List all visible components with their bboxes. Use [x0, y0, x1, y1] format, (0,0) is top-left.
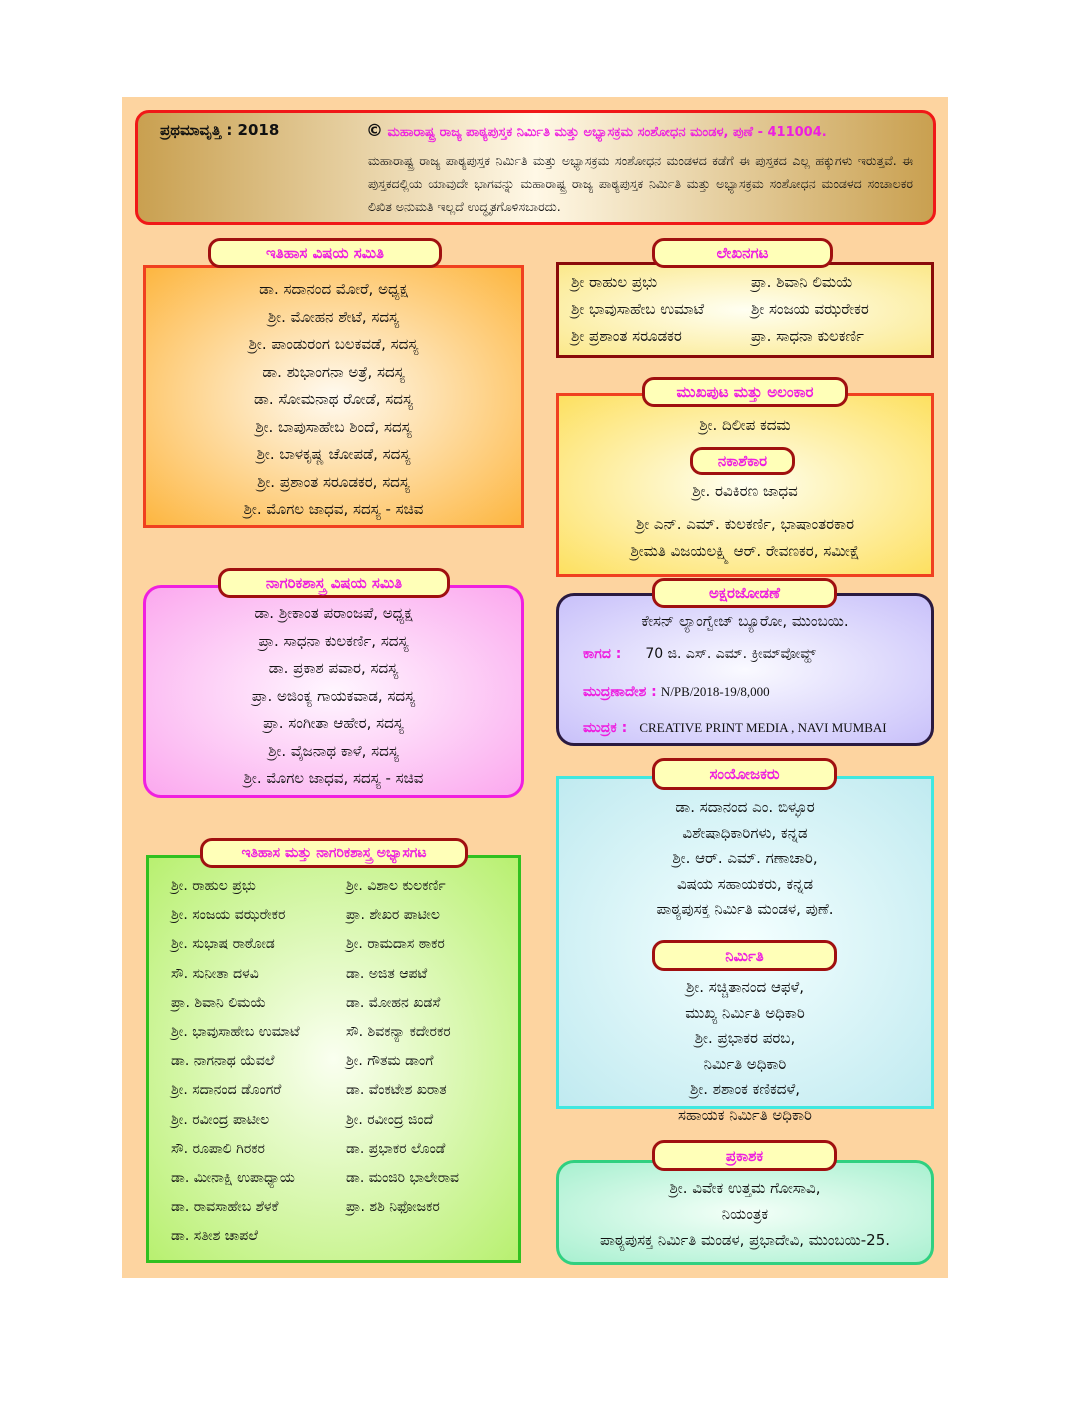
study-group-member: ಡಾ. ವೆಂಕಟೇಶ ಖರಾತ	[346, 1082, 447, 1099]
paper-label: ಕಾಗದ :	[583, 646, 622, 662]
coordinator-line: ಪಾಠ್ಯಪುಸಕ್ತ ನಿರ್ಮಿತಿ ಮಂಡಳ, ಪುಣೆ.	[656, 900, 834, 918]
typesetting-title: ಅಕ್ಷರಜೋಡಣೆ	[652, 578, 837, 608]
committee-member: ಪ್ರಾ. ಸಂಗೀತಾ ಆಹೇರ, ಸದಸ್ಯ	[263, 714, 404, 732]
study-group-member: ಡಾ. ಮಂಜಿರಿ ಭಾಲೇರಾವ	[346, 1169, 460, 1186]
paper-value: 70 ಜಿ. ಎಸ್. ಎಮ್. ಕ್ರೀಮ್‌ವೋವ್ಹ್	[645, 646, 816, 662]
committee-member: ಪ್ರಾ. ಸಾಧನಾ ಕುಲಕರ್ಣಿ, ಸದಸ್ಯ	[258, 631, 409, 650]
writer: ಪ್ರಾ. ಶಿವಾನಿ ಲಿಮಯೆ	[751, 273, 853, 291]
printer-label: ಮುದ್ರಕ :	[583, 720, 628, 736]
study-group-member: ಶ್ರೀ. ರಾಮದಾಸ ಠಾಕರ	[346, 936, 445, 953]
study-group-list	[171, 878, 521, 1257]
study-group-member: ಶ್ರೀ. ಗೌತಮ ಡಾಂಗೆ	[346, 1053, 434, 1070]
study-group-member: ಪ್ರಾ. ಶಿವಾನಿ ಲಿಮಯೆ	[171, 994, 267, 1011]
print-order-label: ಮುದ್ರಣಾದೇಶ :	[583, 684, 657, 700]
study-group-member: ಡಾ. ರಾವಸಾಹೇಬ ಶೆಳಕೆ	[171, 1199, 279, 1216]
study-group-member: ಶ್ರೀ. ರಾಹುಲ ಪ್ರಭು	[171, 878, 256, 894]
production-line: ಸಹಾಯಕ ನಿರ್ಮಿತಿ ಅಧಿಕಾರಿ	[678, 1105, 812, 1124]
cover-title: ಮುಖಪುಟ ಮತ್ತು ಅಲಂಕಾರ	[642, 377, 848, 407]
committee-member: ಡಾ. ಸದಾನಂದ ಮೋರೆ, ಅಧ್ಯಕ್ಷ	[259, 280, 408, 298]
typesetter-name: ಕೇಸನ್ ಲ್ಯಾಂಗ್ವೇಜ್ ಬ್ಯೂರೋ, ಮುಂಬಯಿ.	[641, 612, 849, 630]
committee-member: ಶ್ರೀ. ಬಾಳಕೃಷ್ಣ ಚೋಪಡೆ, ಸದಸ್ಯ	[256, 445, 411, 463]
study-group-member: ಪ್ರಾ. ಶೇಖರ ಪಾಟೀಲ	[346, 907, 440, 924]
civics-committee-box	[143, 585, 524, 798]
study-group-member: ಶ್ರೀ. ರವೀಂದ್ರ ಜಿಂದೆ	[346, 1111, 434, 1128]
civics-committee-title: ನಾಗರಿಕಶಾಸ್ತ್ರ ವಿಷಯ ಸಮಿತಿ	[218, 568, 450, 598]
publisher-title: ಪ್ರಕಾಶಕ	[652, 1140, 837, 1171]
production-title: ನಿರ್ಮಿತಿ	[652, 940, 837, 971]
writers-list	[571, 273, 931, 354]
study-group-member: ಡಾ. ಮೀನಾಕ್ಷಿ ಉಪಾಧ್ಯಾಯ	[171, 1169, 295, 1186]
study-group-member: ಡಾ. ಸತೀಶ ಚಾಪಲೆ	[171, 1228, 258, 1245]
study-group-box	[146, 855, 521, 1263]
copyright-notice: ಮಹಾರಾಷ್ಟ್ರ ರಾಜ್ಯ ಪಾಠ್ಯಪುಸ್ತಕ ನಿರ್ಮಿತಿ ಮತ್ತು ಅಭ್ಯಾಸಕ್ರಮ ಸಂಶೋಧನ ಮಂಡಳದ ಕಡೆಗೆ ಈ ಪುಸ್ತಕದ ಎಲ್ಲ ಹಕ್ಕುಗಳು ಇರುತ್ತವೆ. ಈ ಪುಸ್ತಕದಲ್ಲಿಯ ಯಾವುದೇ ಭಾಗವನ್ನು ಮಹಾರಾಷ್ಟ್ರ ರಾಜ್ಯ ಪಾಠ್ಯಪುಸ್ತಕ ನಿರ್ಮಿತಿ ಮತ್ತು ಅಭ್ಯಾಸಕ್ರಮ ಸಂಶೋಧನ ಮಂಡಳದ ಸಂಚಾಲಕರ ಲಿಖಿತ ಅನುಮತಿ ಇಲ್ಲದೆ ಉದ್ಧೃತಗೊಳಿಸಬಾರದು.	[368, 153, 913, 214]
study-group-member: ಪ್ರಾ. ಶಶಿ ನಿಫೋಜಕರ	[346, 1199, 440, 1216]
typesetting-box	[556, 593, 934, 746]
study-group-member: ಸೌ. ರೂಪಾಲಿ ಗಿರಕರ	[171, 1140, 265, 1157]
committee-member: ಶ್ರೀ. ಪ್ರಶಾಂತ ಸರೂಡಕರ, ಸದಸ್ಯ	[257, 472, 410, 491]
committee-member: ಶ್ರೀ. ಮೊಗಲ ಜಾಧವ, ಸದಸ್ಯ - ಸಚಿವ	[243, 769, 424, 787]
civics-committee-list	[146, 600, 521, 793]
publisher-list	[559, 1175, 931, 1253]
study-group-member: ಶ್ರೀ. ಭಾವುಸಾಹೇಬ ಉಮಾಟೆ	[171, 1023, 300, 1040]
map-artist: ಶ್ರೀ. ರವಿಕಿರಣ ಜಾಧವ	[692, 482, 798, 500]
study-group-member: ಸೌ. ಸುನೀತಾ ದಳವಿ	[171, 965, 259, 982]
study-group-member: ಶ್ರೀ. ವಿಶಾಲ ಕುಲಕರ್ಣಿ	[346, 878, 446, 894]
production-line: ಶ್ರೀ. ಪ್ರಭಾಕರ ಪರಬ,	[694, 1029, 796, 1047]
production-line: ನಿರ್ಮಿತಿ ಅಧಿಕಾರಿ	[703, 1054, 787, 1073]
study-group-member: ಡಾ. ಅಜಿತ ಆಪಟೆ	[346, 965, 428, 982]
edition: ಪ್ರಥಮಾವೃತ್ತಿ : 2018	[160, 121, 280, 139]
study-group-member: ಡಾ. ಪ್ರಭಾಕರ ಲೊಂಡೆ	[346, 1140, 446, 1157]
committee-member: ಡಾ. ಸೋಮನಾಥ ರೋಡೆ, ಸದಸ್ಯ	[253, 390, 413, 408]
cover-artist: ಶ್ರೀ. ದಿಲೀಪ ಕದಮ	[699, 416, 791, 434]
copyright-symbol: ©	[366, 121, 383, 141]
coordinator-line: ವಿಶೇಷಾಧಿಕಾರಿಗಳು, ಕನ್ನಡ	[682, 823, 808, 842]
writer: ಪ್ರಾ. ಸಾಧನಾ ಕುಲಕರ್ಣಿ	[751, 327, 864, 345]
publisher-line: ಶ್ರೀ. ವಿವೇಕ ಉತ್ತಮ ಗೋಸಾವಿ,	[669, 1179, 821, 1197]
writer: ಶ್ರೀ ಪ್ರಶಾಂತ ಸರೂಡಕರ	[571, 327, 682, 345]
history-committee-list	[146, 276, 521, 524]
production-line: ಶ್ರೀ. ಸಚ್ಚಿತಾನಂದ ಆಫಳೆ,	[686, 978, 804, 996]
publisher-line: ಪಾಠ್ಯಪುಸಕ್ತ ನಿರ್ಮಿತಿ ಮಂಡಳ, ಪ್ರಭಾದೇವಿ, ಮುಂಬಯಿ-25.	[599, 1231, 891, 1249]
committee-member: ಡಾ. ಶ್ರೀಕಾಂತ ಪರಾಂಜಪೆ, ಅಧ್ಯಕ್ಷ	[254, 604, 413, 622]
coordinators-title: ಸಂಯೋಜಕರು	[652, 758, 837, 790]
study-group-member: ಶ್ರೀ. ಸುಭಾಷ ರಾಠೋಡ	[171, 936, 275, 953]
committee-member: ಶ್ರೀ. ಪಾಂಡುರಂಗ ಬಲಕವಡೆ, ಸದಸ್ಯ	[248, 335, 419, 353]
print-order-value: N/PB/2018-19/8,000	[660, 684, 770, 699]
study-group-title: ಇತಿಹಾಸ ಮತ್ತು ನಾಗರಿಕಶಾಸ್ತ್ರ ಅಭ್ಯಾಸಗಟ	[200, 838, 468, 868]
publisher-box	[556, 1160, 934, 1265]
production-line: ಮುಖ್ಯ ನಿರ್ಮಿತಿ ಅಧಿಕಾರಿ	[685, 1003, 805, 1022]
committee-member: ಡಾ. ಶುಭಾಂಗನಾ ಅತ್ರೆ, ಸದಸ್ಯ	[262, 362, 405, 381]
writer: ಶ್ರೀ ಭಾವುಸಾಹೇಬ ಉಮಾಟೆ	[571, 300, 705, 318]
committee-member: ಶ್ರೀ. ಮೊಗಲ ಜಾಧವ, ಸದಸ್ಯ - ಸಚಿವ	[243, 500, 424, 518]
coordinators-list	[559, 795, 931, 923]
production-list	[559, 975, 931, 1128]
production-line: ಶ್ರೀ. ಶಶಾಂಕ ಕಣಿಕದಳೆ,	[690, 1080, 800, 1098]
map-title: ನಕಾಶೆಕಾರ	[690, 447, 795, 475]
history-committee-box	[143, 265, 524, 528]
printer-value: CREATIVE PRINT MEDIA , NAVI MUMBAI	[639, 720, 887, 735]
writer: ಶ್ರೀ ಸಂಜಯ ವಝರೇಕರ	[751, 300, 869, 318]
translator: ಶ್ರೀ ಎನ್. ಎಮ್. ಕುಲಕರ್ಣಿ, ಭಾಷಾಂತರಕಾರ	[635, 515, 855, 533]
copyright-box	[135, 110, 936, 225]
copyright-holder: ಮಹಾರಾಷ್ಟ್ರ ರಾಜ್ಯ ಪಾಠ್ಯಪುಸ್ತಕ ನಿರ್ಮಿತಿ ಮತ್ತು ಅಭ್ಯಾಸಕ್ರಮ ಸಂಶೋಧನ ಮಂಡಳ, ಪುಣೆ - 411004.	[387, 125, 827, 140]
study-group-member: ಡಾ. ಮೋಹನ ಖಡಸೆ	[346, 994, 441, 1011]
writers-box	[556, 262, 934, 358]
cover-box	[556, 393, 934, 577]
copyright-line	[366, 121, 827, 141]
publisher-line: ನಿಯಂತ್ರಕ	[721, 1205, 769, 1223]
coordinator-line: ಡಾ. ಸದಾನಂದ ಎಂ. ಬಿಳ್ಳೂರ	[675, 798, 815, 816]
study-group-member: ಶ್ರೀ. ರವೀಂದ್ರ ಪಾಟೀಲ	[171, 1111, 270, 1128]
coordinator-line: ಶ್ರೀ. ಆರ್. ಎಮ್. ಗಣಾಚಾರಿ,	[672, 849, 818, 867]
committee-member: ಡಾ. ಪ್ರಕಾಶ ಪವಾರ, ಸದಸ್ಯ	[268, 659, 399, 677]
study-group-member: ಡಾ. ನಾಗನಾಥ ಯೆವಲೆ	[171, 1053, 275, 1070]
coordinator-line: ವಿಷಯ ಸಹಾಯಕರು, ಕನ್ನಡ	[676, 874, 814, 893]
committee-member: ಶ್ರೀ. ಬಾಪುಸಾಹೇಬ ಶಿಂದೆ, ಸದಸ್ಯ	[255, 417, 412, 436]
study-group-member: ಶ್ರೀ. ಸಂಜಯ ವಝರೇಕರ	[171, 907, 286, 924]
committee-member: ಪ್ರಾ. ಅಜಿಂಕ್ಯ ಗಾಯಕವಾಡ, ಸದಸ್ಯ	[251, 686, 416, 705]
writer: ಶ್ರೀ ರಾಹುಲ ಪ್ರಭು	[571, 273, 658, 291]
study-group-member: ಶ್ರೀ. ಸದಾನಂದ ಡೊಂಗರೆ	[171, 1082, 282, 1099]
committee-member: ಶ್ರೀ. ವೈಜನಾಥ ಕಾಳೆ, ಸದಸ್ಯ	[268, 741, 399, 760]
study-group-member: ಸೌ. ಶಿವಕನ್ಯಾ ಕದೇರಕರ	[346, 1023, 451, 1040]
committee-member: ಶ್ರೀ. ಮೋಹನ ಶೇಟೆ, ಸದಸ್ಯ	[267, 307, 400, 326]
history-committee-title: ಇತಿಹಾಸ ವಿಷಯ ಸಮಿತಿ	[208, 238, 442, 268]
reviewer: ಶ್ರೀಮತಿ ವಿಜಯಲಕ್ಷ್ಮಿ ಆರ್. ರೇವಣಕರ, ಸಮೀಕ್ಷೆ	[630, 542, 860, 560]
writers-title: ಲೇಖನಗಟ	[652, 238, 833, 268]
